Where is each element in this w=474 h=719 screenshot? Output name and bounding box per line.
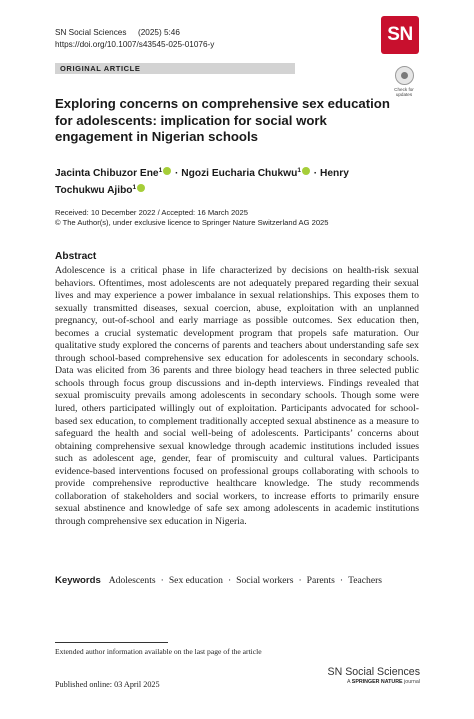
article-title: Exploring concerns on comprehensive sex education for adolescents: implication for social work engagement in Nigerian schools <box>55 96 390 144</box>
keyword: Parents <box>306 575 335 586</box>
publisher-prefix: A <box>347 679 351 685</box>
sn-logo <box>381 16 419 54</box>
check-for-updates-icon <box>395 66 414 85</box>
footnote-divider <box>55 642 168 643</box>
received-accepted-dates: Received: 10 December 2022 / Accepted: 16 March 2025 <box>55 208 248 217</box>
keywords-label: Keywords <box>55 575 101 586</box>
author-info-footnote: Extended author information available on the last page of the article <box>55 647 262 656</box>
publisher-name: SPRINGER NATURE <box>351 679 403 685</box>
keyword: Social workers <box>236 575 294 586</box>
keywords: Keywords Adolescents · Sex education · Social workers · Parents · Teachers <box>55 575 383 586</box>
author-name[interactable]: Jacinta Chibuzor Ene <box>55 168 159 179</box>
keyword: Adolescents <box>108 575 156 586</box>
volume-info: (2025) 5:46 <box>138 28 180 37</box>
author-affiliation: 1 <box>132 184 137 191</box>
published-date: Published online: 03 April 2025 <box>55 680 160 689</box>
copyright-notice: © The Author(s), under exclusive licence to Springer Nature Switzerland AG 2025 <box>55 218 329 227</box>
publisher-suffix: journal <box>404 679 420 685</box>
footer-publisher <box>290 679 420 686</box>
author-affiliation: 1 <box>158 167 163 174</box>
orcid-icon[interactable] <box>302 167 310 175</box>
abstract-body: Adolescence is a critical phase in life characterized by decisions on health-risk sexual behaviors. Oftentimes, most adolescents are not adequately prepared regarding their sexual lives and may experience a power imbalance in sexual relationships. This exposes them to sexually transmitted diseases, sexual coercion, abuse, exploitation with an unplanned pregnancy, out-of-school and early marriage as possible outcomes. Sex education then, becomes a crucial systematic development program that propels safe maturation. Our qualitative study explored the concerns of parents and teachers about understanding safe sex through school-based comprehensive sex education for adolescents in secondary schools. Data was elicited from 36 parents and three biology head teachers in three selected public schools through focus group discussions and in-depth interviews. Findings revealed that sexual promiscuity prevails among adolescents in secondary schools. Though some were lured, others participated willingly out of exploitation. Participants advocated for school-based sex education, to complement traditionally accepted sexual abstinence as a measure to safeguard the health and social well-being of adolescents. Participants’ concerns about obtaining comprehensive sexual knowledge through academic institutions included issues such as adolescent age, gender, fear of promiscuity and cultural values. Participants evidence-based interventions focused on professional groups collaborating with schools to provide comprehensive reproductive healthcare knowledge. The study recommends collaboration of stakeholders and social workers, to increase efforts to primarily ensure sexual abstinence and knowledge of safe sex among adolescents in academic institutions through comprehensive sex education in Nigeria. <box>55 265 419 527</box>
keyword: Teachers <box>348 575 383 586</box>
author-name[interactable]: Henry Tochukwu Ajibo <box>55 168 349 196</box>
orcid-icon[interactable] <box>163 167 171 175</box>
keyword: Sex education <box>168 575 223 586</box>
article-type: ORIGINAL ARTICLE <box>60 64 141 73</box>
check-for-updates-badge[interactable] <box>390 66 418 100</box>
author-list: Jacinta Chibuzor Ene$^1$ · Ngozi Eucharia Chukwu$^1$ · Henry Tochukwu Ajibo$^1$ <box>55 167 349 196</box>
journal-name: SN Social Sciences <box>55 28 127 37</box>
author-affiliation: 1 <box>297 167 301 174</box>
doi-link[interactable]: https://doi.org/10.1007/s43545-025-01076-y <box>55 40 215 49</box>
footer-journal-name: SN Social Sciences <box>327 666 420 678</box>
sn-logo-text: SN <box>387 24 413 45</box>
orcid-icon[interactable] <box>137 184 145 192</box>
abstract-heading: Abstract <box>55 251 97 262</box>
author-name[interactable]: Ngozi Eucharia Chukwu <box>181 168 298 179</box>
check-for-updates-label: Check for updates <box>394 87 414 98</box>
